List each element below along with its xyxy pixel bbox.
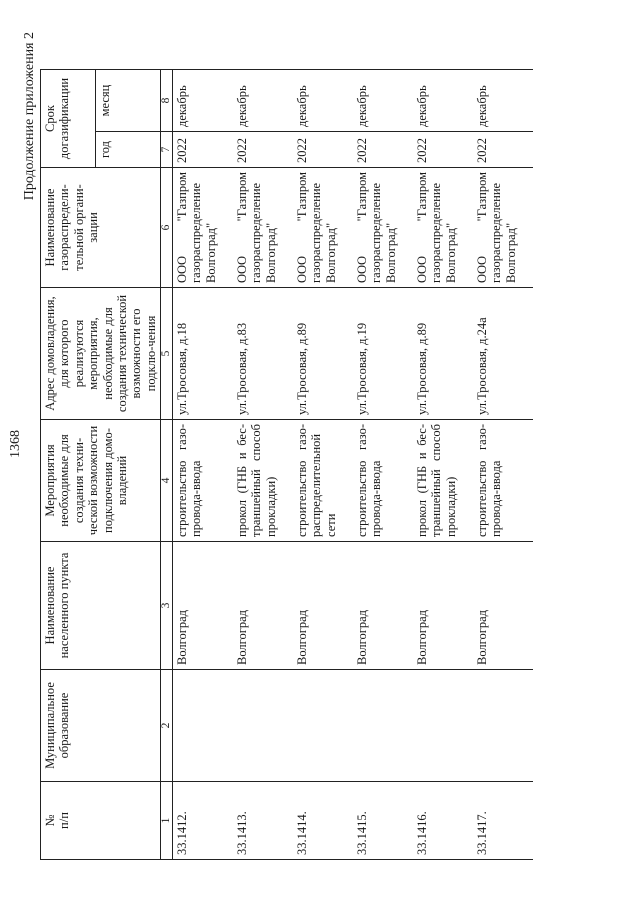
address-cell: ул.Тросовая, д.18 <box>173 288 234 420</box>
municipality-cell <box>173 670 234 782</box>
year-cell: 2022 <box>173 132 234 168</box>
row-number: 33.1415. <box>353 782 413 860</box>
measure-cell: строительство газо-распределительной сети <box>293 420 353 542</box>
continuation-title: Продолжение приложения 2 <box>22 32 37 201</box>
municipality-cell <box>233 670 293 782</box>
column-number: 8 <box>161 70 173 132</box>
row-number: 33.1412. <box>173 782 234 860</box>
header-address: Адрес домовладения, для которого реализуются мероприятия, необходимые для создания технической возможности его подклю-чения <box>41 288 161 420</box>
header-settlement: Наименование населенного пункта <box>41 542 161 670</box>
table-row <box>173 70 234 860</box>
month-cell: декабрь <box>413 70 473 132</box>
row-number: 33.1416. <box>413 782 473 860</box>
measure-cell: прокол (ГНБ и бес-траншейный способ прокладки) <box>413 420 473 542</box>
table-row <box>293 70 353 860</box>
month-cell: декабрь <box>473 70 533 132</box>
year-cell: 2022 <box>293 132 353 168</box>
month-cell: декабрь <box>173 70 234 132</box>
header-measures: Мероприятия необходимые для создания техни-ческой возможности подключения домо-владений <box>41 420 161 542</box>
measure-cell: строительство газо-провода-ввода <box>473 420 533 542</box>
organization-cell: ООО "Газпром газораспределение Волгоград" <box>413 168 473 288</box>
organization-cell: ООО "Газпром газораспределение Волгоград" <box>173 168 234 288</box>
gasification-table <box>40 69 533 860</box>
address-cell: ул.Тросовая, д.89 <box>413 288 473 420</box>
table-row <box>353 70 413 860</box>
municipality-cell <box>293 670 353 782</box>
column-number: 6 <box>161 168 173 288</box>
header-deadline: Срок догазификации <box>41 70 96 168</box>
header-municipality: Муниципальное образование <box>41 670 161 782</box>
month-cell: декабрь <box>353 70 413 132</box>
address-cell: ул.Тросовая, д.19 <box>353 288 413 420</box>
column-number: 7 <box>161 132 173 168</box>
measure-cell: прокол (ГНБ и бес-траншейный способ прокладки) <box>233 420 293 542</box>
settlement-cell: Волгоград <box>353 542 413 670</box>
organization-cell: ООО "Газпром газораспределение Волгоград" <box>293 168 353 288</box>
municipality-cell <box>353 670 413 782</box>
header-number: № п/п <box>41 782 161 860</box>
table-row <box>233 70 293 860</box>
settlement-cell: Волгоград <box>173 542 234 670</box>
column-number: 3 <box>161 542 173 670</box>
row-number: 33.1414. <box>293 782 353 860</box>
page-number: 1368 <box>8 430 23 458</box>
municipality-cell <box>413 670 473 782</box>
settlement-cell: Волгоград <box>473 542 533 670</box>
month-cell: декабрь <box>293 70 353 132</box>
column-number: 2 <box>161 670 173 782</box>
year-cell: 2022 <box>413 132 473 168</box>
organization-cell: ООО "Газпром газораспределение Волгоград" <box>233 168 293 288</box>
column-number: 1 <box>161 782 173 860</box>
settlement-cell: Волгоград <box>293 542 353 670</box>
header-year: год <box>96 132 161 168</box>
measure-cell: строительство газо-провода-ввода <box>173 420 234 542</box>
row-number: 33.1417. <box>473 782 533 860</box>
measure-cell: строительство газо-провода-ввода <box>353 420 413 542</box>
table-row <box>473 70 533 860</box>
organization-cell: ООО "Газпром газораспределение Волгоград" <box>353 168 413 288</box>
settlement-cell: Волгоград <box>233 542 293 670</box>
column-number: 4 <box>161 420 173 542</box>
month-cell: декабрь <box>233 70 293 132</box>
header-month: месяц <box>96 70 161 132</box>
address-cell: ул.Тросовая, д.24а <box>473 288 533 420</box>
year-cell: 2022 <box>473 132 533 168</box>
year-cell: 2022 <box>353 132 413 168</box>
address-cell: ул.Тросовая, д.83 <box>233 288 293 420</box>
table-row <box>413 70 473 860</box>
year-cell: 2022 <box>233 132 293 168</box>
row-number: 33.1413. <box>233 782 293 860</box>
column-number: 5 <box>161 288 173 420</box>
address-cell: ул.Тросовая, д.89 <box>293 288 353 420</box>
settlement-cell: Волгоград <box>413 542 473 670</box>
organization-cell: ООО "Газпром газораспределение Волгоград" <box>473 168 533 288</box>
header-organization: Наименование газораспредели-тельной органи-зации <box>41 168 161 288</box>
municipality-cell <box>473 670 533 782</box>
